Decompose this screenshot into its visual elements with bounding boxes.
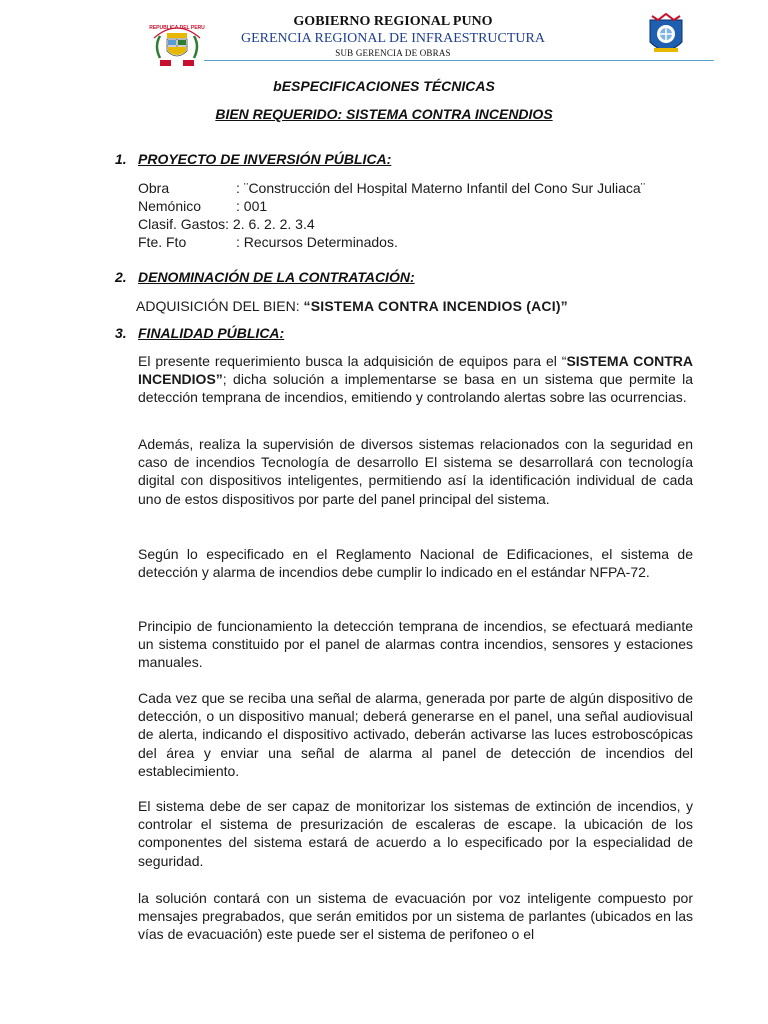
section-number: 1.	[115, 151, 127, 167]
info-row-fuente-financiamiento	[138, 233, 645, 251]
info-label: Obra	[138, 180, 170, 196]
info-value: : 2. 6. 2. 2. 3.4	[225, 216, 315, 232]
header-org-name: GOBIERNO REGIONAL PUNO	[293, 14, 493, 29]
paragraph: Principio de funcionamiento la detección temprana de incendios, se efectuará mediante un sistema constituido por el panel de alarmas contra incendios, sensores y estaciones manuales.	[138, 618, 693, 671]
paragraph-text: ; dicha solución a implementarse se basa en un sistema que permite la detección temprana de incendios, emitiendo y controlando alertas sobre las ocurrencias.	[138, 371, 693, 406]
seal-text: REPUBLICA DEL PERU	[149, 25, 205, 31]
info-row-nemonico	[138, 197, 645, 215]
paragraph-emphasis: SISTEMA CONTRA INCENDIOS”	[138, 353, 694, 388]
letterhead	[0, 0, 768, 64]
paragraph: Cada vez que se reciba una señal de alarma, generada por parte de algún dispositivo de detección, o un dispositivo manual; deberá generarse en el panel, una señal audiovisual de alerta, indicando el dispositivo activado, deberán activarse las luces estroboscópicas del área y enviar una señal de alarma al panel de detección de incendios del establecimiento.	[138, 690, 693, 779]
info-value: : ¨Construcción del Hospital Materno Infantil del Cono Sur Juliaca¨	[236, 180, 646, 196]
peru-coat-of-arms-icon	[148, 16, 206, 70]
header-department: GERENCIA REGIONAL DE INFRAESTRUCTURA	[241, 31, 545, 46]
section-title: FINALIDAD PÚBLICA:	[138, 325, 285, 341]
project-info-list	[138, 179, 645, 251]
section-heading-3	[115, 325, 284, 341]
section-number: 3.	[115, 325, 127, 341]
info-row-clasif-gastos	[138, 215, 645, 233]
section-number: 2.	[115, 269, 127, 285]
acquisition-value: “SISTEMA CONTRA INCENDIOS (ACI)”	[303, 298, 568, 314]
header-sub-department: SUB GERENCIA DE OBRAS	[335, 48, 451, 58]
paragraph: Según lo especificado en el Reglamento Nacional de Edificaciones, el sistema de detección y alarma de incendios debe cumplir lo indicado en el estándar NFPA-72.	[138, 546, 693, 581]
section-title: DENOMINACIÓN DE LA CONTRATACIÓN:	[138, 269, 415, 285]
paragraph: la solución contará con un sistema de evacuación por voz inteligente compuesto por mensajes pregrabados, que serán emitidos por un sistema de parlantes (ubicados en las vías de evacuación) este puede ser el sistema de perifoneo o el	[138, 890, 693, 943]
document-subtitle: BIEN REQUERIDO: SISTEMA CONTRA INCENDIOS	[215, 106, 553, 122]
paragraph: Además, realiza la supervisión de diversos sistemas relacionados con la seguridad en caso de incendios Tecnología de desarrollo El sistema se desarrollará con tecnología digital con dispositivos inteligentes, permitiendo así la identificación individual de cada uno de estos dispositivos por parte del panel principal del sistema.	[138, 436, 693, 507]
acquisition-line	[136, 298, 568, 314]
header-divider	[204, 60, 714, 61]
info-row-obra	[138, 179, 645, 197]
acquisition-label: ADQUISICIÓN DEL BIEN:	[136, 298, 304, 314]
paragraph	[138, 352, 693, 407]
info-label: Clasif. Gastos	[138, 216, 226, 232]
info-value: : 001	[236, 198, 268, 214]
section-heading-2	[115, 269, 415, 285]
paragraph: El sistema debe de ser capaz de monitorizar los sistemas de extinción de incendios, y controlar el sistema de presurización de escaleras de escape. la ubicación de los componentes del sistema estará de acuerdo a lo especificado por la especialidad de seguridad.	[138, 798, 693, 869]
document-title: bESPECIFICACIONES TÉCNICAS	[273, 78, 495, 94]
info-label: Fte. Fto	[138, 234, 187, 250]
paragraph-text: El presente requerimiento busca la adquisición de equipos para el “	[138, 353, 567, 369]
info-value: : Recursos Determinados.	[236, 234, 398, 250]
regional-emblem-icon	[646, 12, 686, 60]
section-heading-1	[115, 151, 391, 167]
section-title: PROYECTO DE INVERSIÓN PÚBLICA:	[138, 151, 392, 167]
info-label: Nemónico	[138, 198, 202, 214]
